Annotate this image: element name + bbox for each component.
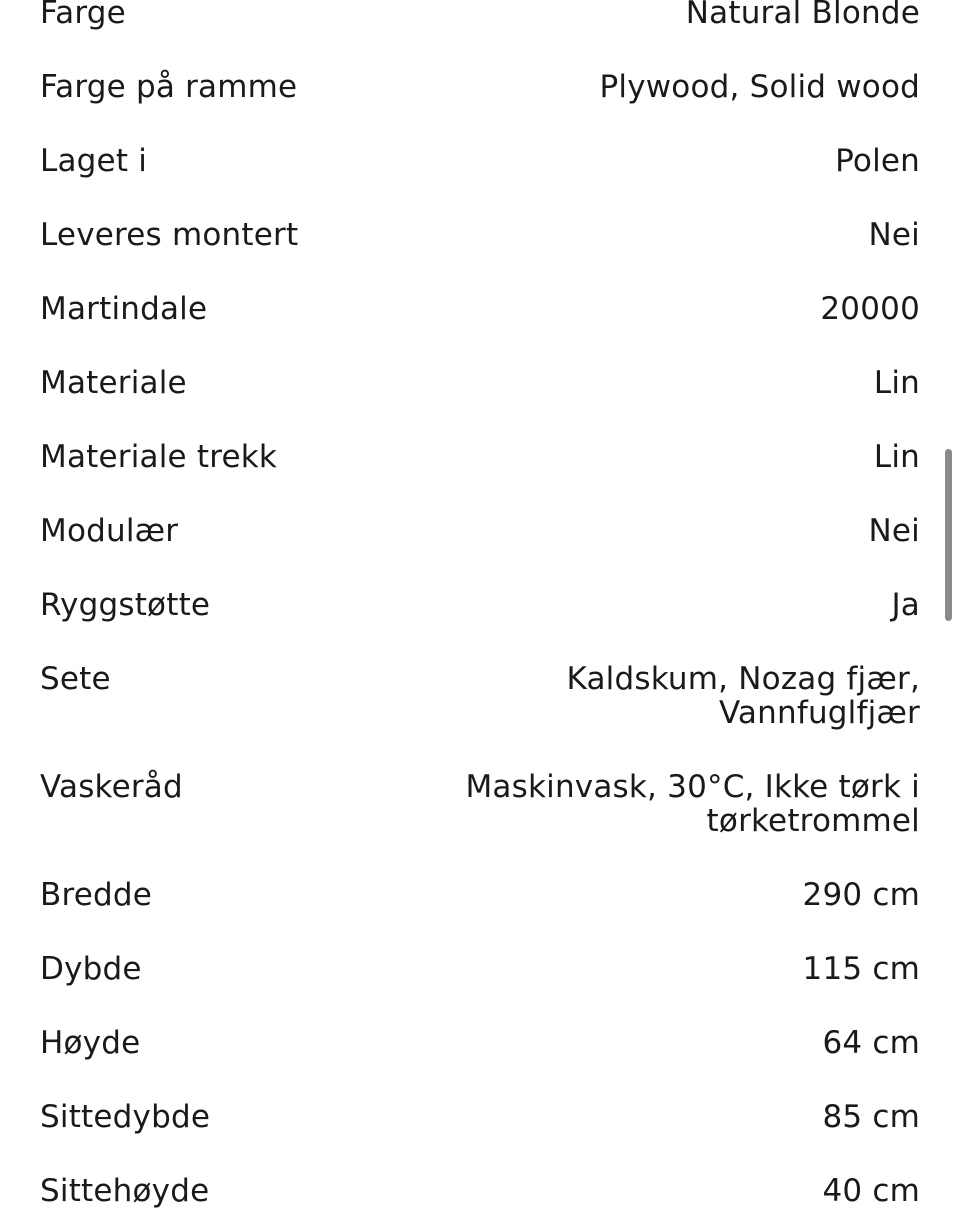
spec-label: Leveres montert [40, 217, 299, 253]
spec-value: 290 cm [802, 877, 920, 913]
spec-row-farge [40, 0, 920, 53]
spec-row-ryggstotte [40, 571, 920, 645]
spec-label: Sittedybde [40, 1099, 211, 1135]
spec-value: Plywood, Solid wood [599, 69, 920, 105]
spec-label: Materiale [40, 365, 187, 401]
spec-label: Ryggstøtte [40, 587, 211, 623]
spec-label: Laget i [40, 143, 148, 179]
spec-value: Ja [891, 587, 920, 623]
spec-row-modulaer [40, 497, 920, 571]
spec-value: Kaldskum, Nozag fjær, Vannfuglfjær [566, 661, 920, 731]
spec-label: Sittehøyde [40, 1173, 210, 1209]
spec-label: Farge [40, 0, 126, 31]
spec-row-sete [40, 645, 920, 753]
scrollbar-thumb[interactable] [945, 449, 952, 621]
spec-value: Polen [835, 143, 920, 179]
spec-label: Materiale trekk [40, 439, 278, 475]
spec-row-hoyde [40, 1009, 920, 1083]
spec-value: 85 cm [822, 1099, 920, 1135]
spec-label: Modulær [40, 513, 179, 549]
spec-value: Lin [873, 439, 920, 475]
spec-row-farge-pa-ramme [40, 53, 920, 127]
spec-label: Dybde [40, 951, 142, 987]
spec-value: Lin [873, 365, 920, 401]
spec-row-bredde [40, 861, 920, 935]
product-specs-list [40, 0, 920, 1231]
spec-label: Sete [40, 661, 111, 697]
spec-row-sittehoyde [40, 1157, 920, 1231]
spec-value: Nei [868, 217, 920, 253]
spec-value: 115 cm [802, 951, 920, 987]
spec-value: Maskinvask, 30°C, Ikke tørk i tørketrommel [465, 769, 920, 839]
spec-row-materiale [40, 349, 920, 423]
spec-row-sittedybde [40, 1083, 920, 1157]
spec-label: Bredde [40, 877, 153, 913]
spec-value: Nei [868, 513, 920, 549]
spec-value: 40 cm [822, 1173, 920, 1209]
spec-row-materiale-trekk [40, 423, 920, 497]
spec-label: Martindale [40, 291, 208, 327]
spec-value: Natural Blonde [685, 0, 920, 31]
spec-row-dybde [40, 935, 920, 1009]
spec-row-vaskerad [40, 753, 920, 861]
spec-value: 64 cm [822, 1025, 920, 1061]
spec-row-martindale [40, 275, 920, 349]
spec-row-leveres-montert [40, 201, 920, 275]
spec-label: Farge på ramme [40, 69, 298, 105]
spec-label: Høyde [40, 1025, 141, 1061]
spec-label: Vaskeråd [40, 769, 183, 805]
spec-row-laget-i [40, 127, 920, 201]
spec-value: 20000 [820, 291, 920, 327]
